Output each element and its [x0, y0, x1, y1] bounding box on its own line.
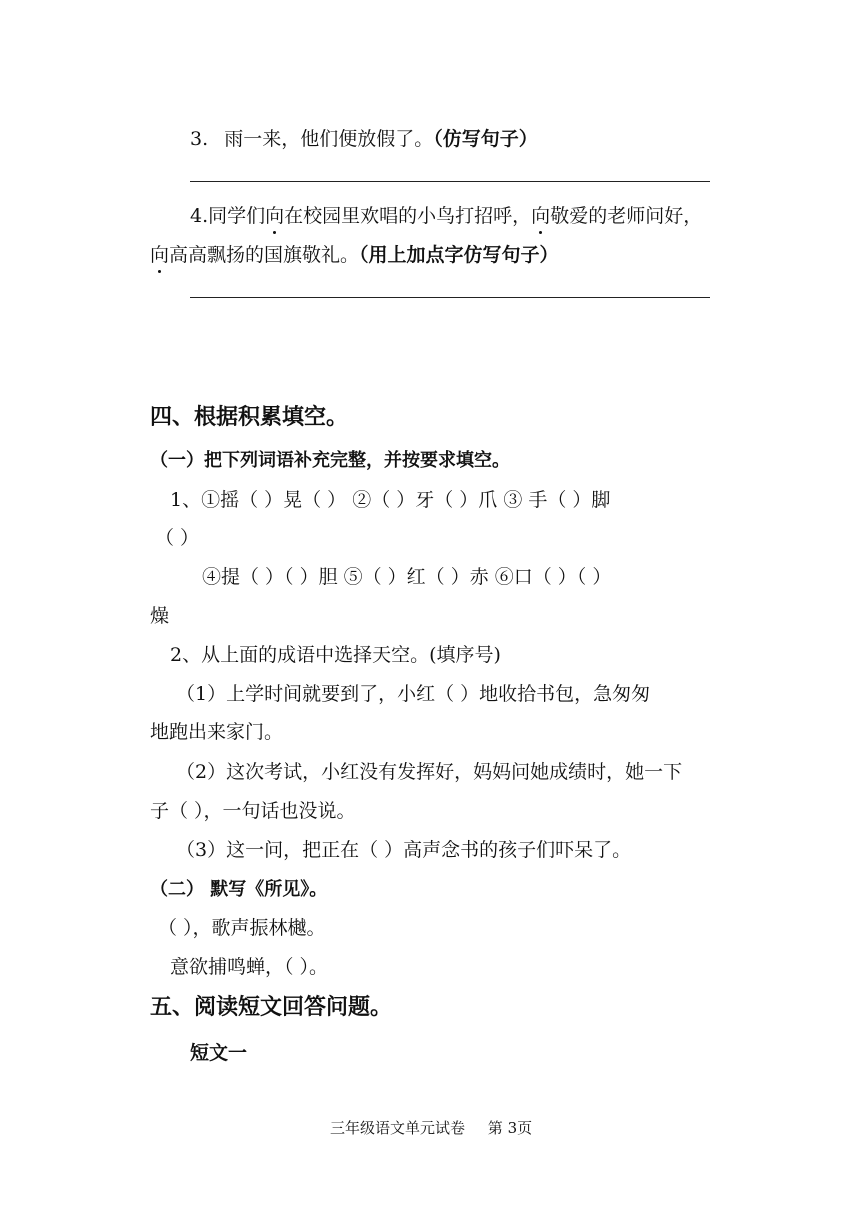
idioms-line2: ④提（ ）（ ）胆 ⑤（ ）红（ ）赤 ⑥口（ ）（ ） [202, 566, 612, 588]
poem-line2: 意欲捕鸣蝉，（ ）。 [170, 956, 329, 978]
section4-part2-title: （二） 默写《所见》。 [150, 879, 328, 900]
section4-title: 四、根据积累填空。 [150, 405, 349, 430]
q3-requirement: （仿写句子） [433, 128, 538, 150]
sentence1-line2: 地跑出来家门。 [150, 721, 284, 743]
q4-answer-line [190, 297, 710, 298]
q4-dotted-char-1: 向 [265, 201, 284, 228]
footer-text: 三年级语文单元试卷 [330, 1119, 466, 1137]
q4-text-a: 4.同学们 [190, 205, 266, 227]
footer-page-number: 第 3页 [487, 1119, 533, 1137]
sentence3-line1: （3）这一问，把正在（ ）高声念书的孩子们吓呆了。 [176, 839, 632, 861]
sentence1-line1: （1）上学时间就要到了，小红（ ）地收拾书包，急匆匆 [176, 683, 651, 705]
q4-dotted-char-2: 向 [531, 201, 550, 228]
q4-line1 [190, 201, 702, 228]
q3-line [190, 124, 538, 151]
sentence2-line1: （2）这次考试，小红没有发挥好，妈妈问她成绩时，她一下 [176, 761, 683, 783]
sentence2-line2: 子（ ），一句话也没说。 [150, 800, 356, 822]
q4-text-b: 在校园里欢唱的小鸟打招呼， [284, 205, 532, 227]
passage-title: 短文一 [190, 1042, 248, 1064]
section4-part1-title: （一）把下列词语补充完整，并按要求填空。 [150, 450, 510, 471]
q4-text-c: 敬爱的老师问好， [550, 205, 703, 227]
q3-answer-line [190, 181, 710, 182]
section5-title: 五、阅读短文回答问题。 [150, 995, 393, 1020]
q4-dotted-char-3: 向 [150, 240, 169, 267]
q3-text: 雨一来，他们便放假了。 [224, 128, 434, 150]
page-footer [330, 1117, 532, 1138]
idioms-line1: 1、①摇（ ）晃（ ） ②（ ）牙（ ）爪 ③ 手（ ）脚 [170, 489, 611, 511]
q4-line2 [150, 240, 559, 267]
idioms-line1-wrap: （ ） [155, 527, 200, 549]
q4-text-d: 高高飘扬的国旗敬礼。 [169, 244, 360, 266]
poem-line1: （ ），歌声振林樾。 [158, 917, 326, 939]
q3-number: 3. [190, 128, 209, 150]
idioms-line2-wrap: 燥 [150, 605, 170, 627]
q4-requirement: （用上加点字仿写句子） [359, 244, 559, 266]
choose-title: 2、从上面的成语中选择天空。(填序号) [170, 644, 501, 666]
